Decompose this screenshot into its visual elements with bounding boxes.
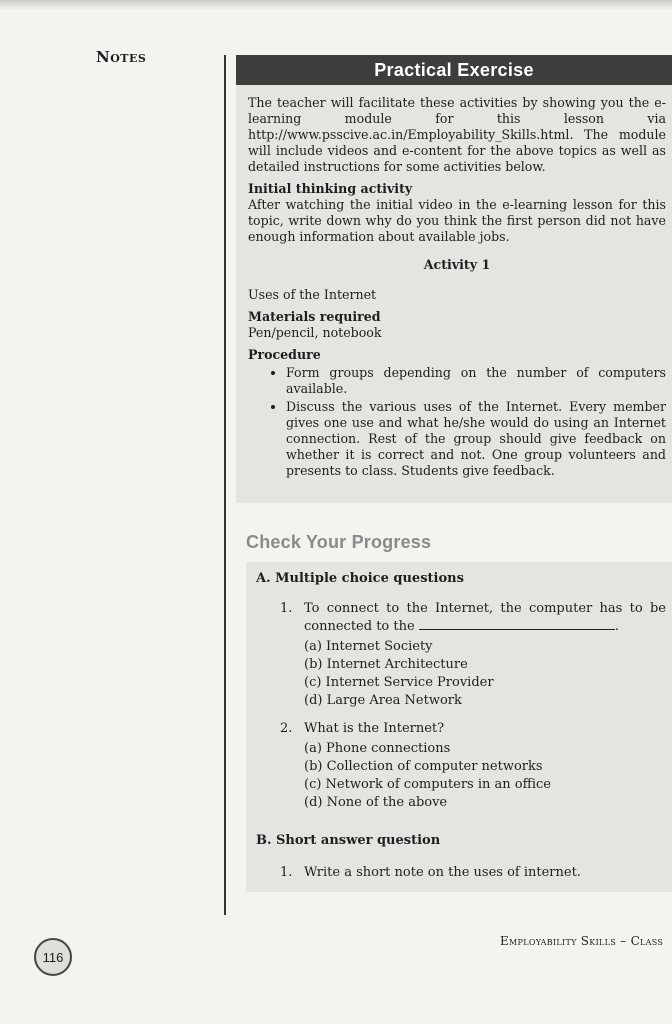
page-top-shadow: [0, 0, 672, 10]
question-number: 1.: [280, 865, 293, 880]
option-item: (c) Network of computers in an office: [304, 777, 551, 792]
question-1-end: .: [614, 619, 619, 634]
section-b-heading: B. Short answer question: [256, 833, 441, 848]
procedure-step: • Discuss the various uses of the Internet. Every member gives one use and what he/she would do using an Internet connection. Rest of the group should give feedback on whether it is correct and not. One group volunteers and presents to class. Students give feedback.: [286, 399, 666, 479]
notes-margin-label: Notes: [96, 48, 147, 66]
practical-exercise-box: [236, 55, 672, 503]
question-number: 1.: [280, 601, 293, 616]
question-2-text: What is the Internet?: [304, 721, 445, 736]
question-1: [280, 600, 666, 710]
activity-topic: Uses of the Internet: [248, 287, 377, 302]
procedure-heading: Procedure: [248, 347, 321, 362]
option-item: (b) Internet Architecture: [304, 657, 468, 672]
page-number: 116: [34, 938, 72, 976]
check-progress-title: Check Your Progress: [246, 532, 432, 552]
option-item: (d) None of the above: [304, 795, 448, 810]
running-footer: Employability Skills – Class: [500, 934, 664, 948]
activity-title: Activity 1: [423, 257, 491, 272]
option-item: (a) Internet Society: [304, 639, 433, 654]
question-1-options: [304, 638, 666, 710]
option-item: (d) Large Area Network: [304, 693, 462, 708]
question-2-options: [304, 740, 666, 812]
initial-activity-heading: Initial thinking activity: [248, 181, 413, 196]
option-item: (c) Internet Service Provider: [304, 675, 494, 690]
answer-blank: [419, 629, 615, 630]
practical-exercise-title: Practical Exercise: [236, 55, 672, 85]
procedure-list: [248, 365, 666, 479]
intro-paragraph: The teacher will facilitate these activities by showing you the e-learning module for this lesson via http://www.psscive.ac.in/Employability_Skills.html. The module will include videos and e-content for the above topics as well as detailed instructions for some activities below.: [248, 95, 666, 174]
margin-divider: [224, 55, 226, 915]
question-2: [280, 720, 666, 812]
initial-activity-text: After watching the initial video in the e-learning lesson for this topic, write down why do you think the first person did not have enough information about available jobs.: [248, 197, 666, 244]
procedure-step: • Form groups depending on the number of computers available.: [286, 365, 666, 397]
short-question-1: [280, 864, 666, 882]
section-a-heading: A. Multiple choice questions: [256, 571, 464, 586]
check-progress-box: [246, 562, 672, 892]
materials-heading: Materials required: [248, 309, 381, 324]
option-item: (b) Collection of computer networks: [304, 759, 543, 774]
question-1-text: To connect to the Internet, the computer has to be connected to the: [304, 601, 666, 634]
option-item: (a) Phone connections: [304, 741, 451, 756]
question-number: 2.: [280, 721, 293, 736]
materials-text: Pen/pencil, notebook: [248, 325, 382, 340]
short-question-1-text: Write a short note on the uses of internet.: [304, 865, 581, 880]
